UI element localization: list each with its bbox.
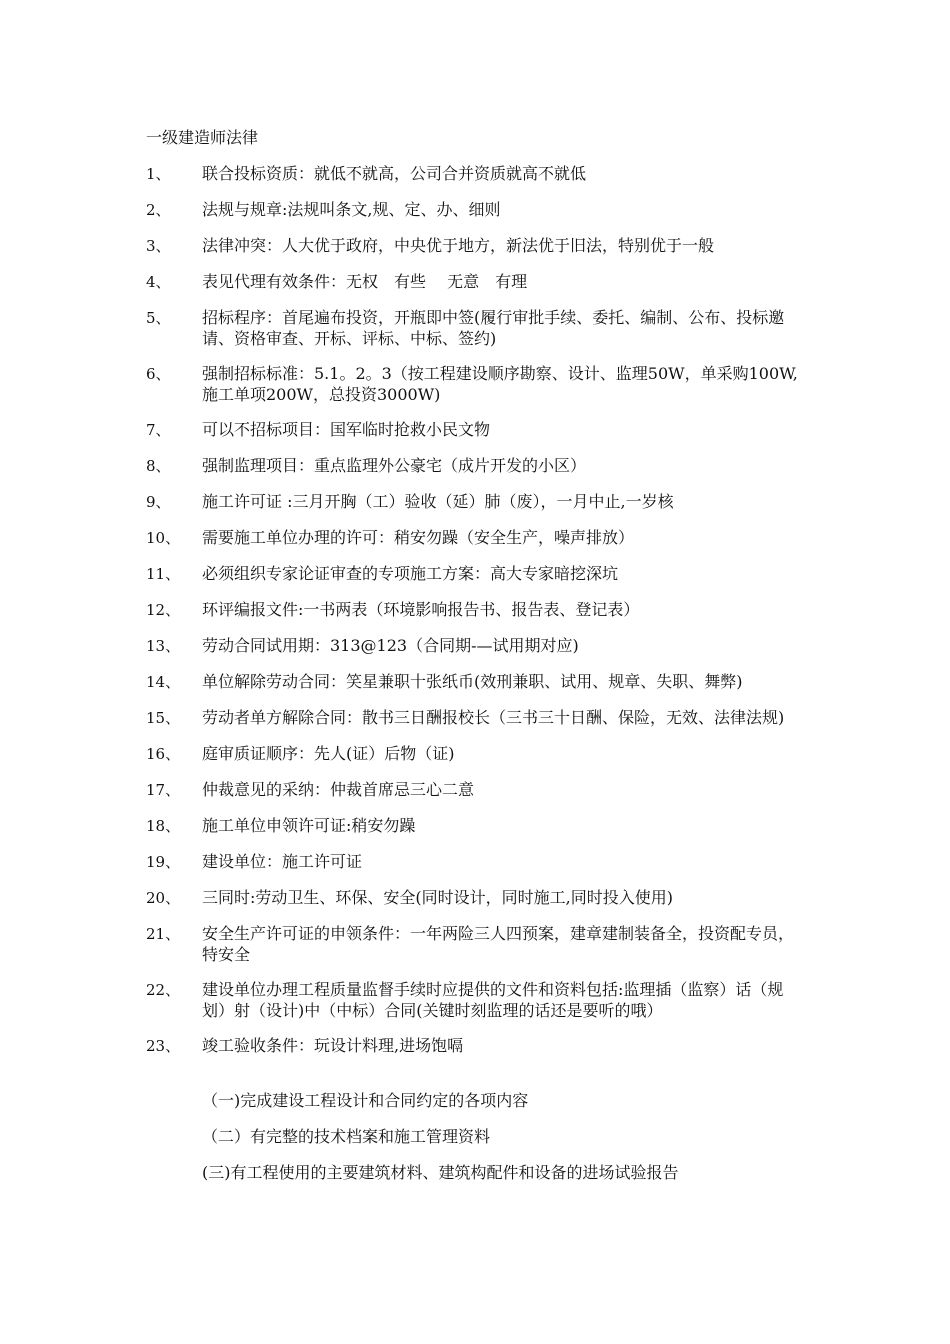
item-text: 劳动合同试用期：313@123（合同期-—试用期对应) xyxy=(202,636,579,655)
item-text: 建设单位办理工程质量监督手续时应提供的文件和资料包括:监理插（监察）话（规划）射（设计)中（中标）合同(关键时刻监理的话还是要听的哦） xyxy=(202,980,784,1020)
item-text: 表见代理有效条件：无权 有些 无意 有理 xyxy=(202,272,528,291)
item-number: 23、 xyxy=(146,1037,181,1055)
item-number: 3、 xyxy=(146,237,171,255)
item-text: 联合投标资质：就低不就高，公司合并资质就高不就低 xyxy=(202,164,587,183)
item-number: 8、 xyxy=(146,457,171,475)
item-text: 可以不招标项目：国军临时抢救小民文物 xyxy=(202,420,491,439)
list-item xyxy=(146,671,806,693)
item-number: 12、 xyxy=(146,601,181,619)
item-number: 19、 xyxy=(146,853,181,871)
list-item xyxy=(146,887,806,909)
list-item xyxy=(146,419,806,441)
item-number: 14、 xyxy=(146,673,181,691)
completion-conditions-list xyxy=(202,1090,802,1198)
list-item xyxy=(146,1035,806,1057)
list-item xyxy=(146,599,806,621)
item-number: 18、 xyxy=(146,817,181,835)
item-number: 5、 xyxy=(146,309,171,327)
list-item xyxy=(146,707,806,729)
item-number: 21、 xyxy=(146,925,181,943)
item-number: 11、 xyxy=(146,565,181,583)
sub-list-item: (三)有工程使用的主要建筑材料、建筑构配件和设备的进场试验报告 xyxy=(202,1163,679,1182)
item-text: 三同时:劳动卫生、环保、安全(同时设计，同时施工,同时投入使用) xyxy=(202,888,673,907)
item-text: 仲裁意见的采纳：仲裁首席忌三心二意 xyxy=(202,780,475,799)
list-item xyxy=(146,163,806,185)
item-text: 法规与规章:法规叫条文,规、定、办、细则 xyxy=(202,200,501,219)
item-number: 7、 xyxy=(146,421,171,439)
item-number: 10、 xyxy=(146,529,181,547)
item-number: 15、 xyxy=(146,709,181,727)
item-text: 安全生产许可证的申领条件：一年两险三人四预案，建章建制装备全，投资配专员，特安全 xyxy=(202,924,795,964)
item-text: 竣工验收条件：玩设计料理,进场饱嗝 xyxy=(202,1036,464,1055)
document-title: 一级建造师法律 xyxy=(146,128,259,147)
list-item xyxy=(146,235,806,257)
list-item xyxy=(146,363,806,405)
item-text: 必须组织专家论证审查的专项施工方案：高大专家暗挖深坑 xyxy=(202,564,619,583)
item-text: 庭审质证顺序：先人(证）后物（证) xyxy=(202,744,455,763)
list-item xyxy=(146,779,806,801)
item-number: 9、 xyxy=(146,493,171,511)
item-text: 强制招标标准：5.1。2。3（按工程建设顺序勘察、设计、监理50W，单采购100W,施工单项200W，总投资3000W) xyxy=(202,364,798,404)
list-item xyxy=(146,527,806,549)
list-item xyxy=(146,851,806,873)
list-item xyxy=(146,455,806,477)
item-text: 劳动者单方解除合同：散书三日酬报校长（三书三十日酬、保险，无效、法律法规) xyxy=(202,708,785,727)
item-number: 1、 xyxy=(146,165,171,183)
list-item xyxy=(146,563,806,585)
item-number: 17、 xyxy=(146,781,181,799)
item-text: 强制监理项目：重点监理外公豪宅（成片开发的小区） xyxy=(202,456,587,475)
item-text: 单位解除劳动合同：笑星兼职十张纸币(效刑兼职、试用、规章、失职、舞弊) xyxy=(202,672,743,691)
list-item xyxy=(146,743,806,765)
item-text: 招标程序：首尾遍布投资，开瓶即中签(履行审批手续、委托、编制、公布、投标邀请、资格审查、开标、评标、中标、签约) xyxy=(202,308,785,348)
list-item xyxy=(146,979,806,1021)
item-number: 16、 xyxy=(146,745,181,763)
sub-list-item: （一)完成建设工程设计和合同约定的各项内容 xyxy=(202,1091,529,1110)
item-number: 6、 xyxy=(146,365,171,383)
list-item xyxy=(146,491,806,513)
item-number: 2、 xyxy=(146,201,171,219)
item-number: 4、 xyxy=(146,273,171,291)
list-item xyxy=(146,199,806,221)
list-item xyxy=(146,923,806,965)
list-item xyxy=(146,635,806,657)
item-text: 法律冲突：人大优于政府，中央优于地方，新法优于旧法，特别优于一般 xyxy=(202,236,715,255)
item-text: 环评编报文件:一书两表（环境影响报告书、报告表、登记表） xyxy=(202,600,640,619)
list-item xyxy=(146,271,806,293)
item-number: 13、 xyxy=(146,637,181,655)
item-text: 施工许可证 :三月开胸（工）验收（延）肺（废），一月中止,一岁核 xyxy=(202,492,674,511)
item-text: 建设单位：施工许可证 xyxy=(202,852,363,871)
item-number: 20、 xyxy=(146,889,181,907)
item-text: 施工单位申领许可证:稍安勿躁 xyxy=(202,816,416,835)
item-number: 22、 xyxy=(146,981,181,999)
item-text: 需要施工单位办理的许可：稍安勿躁（安全生产，噪声排放） xyxy=(202,528,635,547)
list-item xyxy=(146,307,806,349)
numbered-list xyxy=(146,163,806,1071)
sub-list-item: （二）有完整的技术档案和施工管理资料 xyxy=(202,1127,491,1146)
list-item xyxy=(146,815,806,837)
